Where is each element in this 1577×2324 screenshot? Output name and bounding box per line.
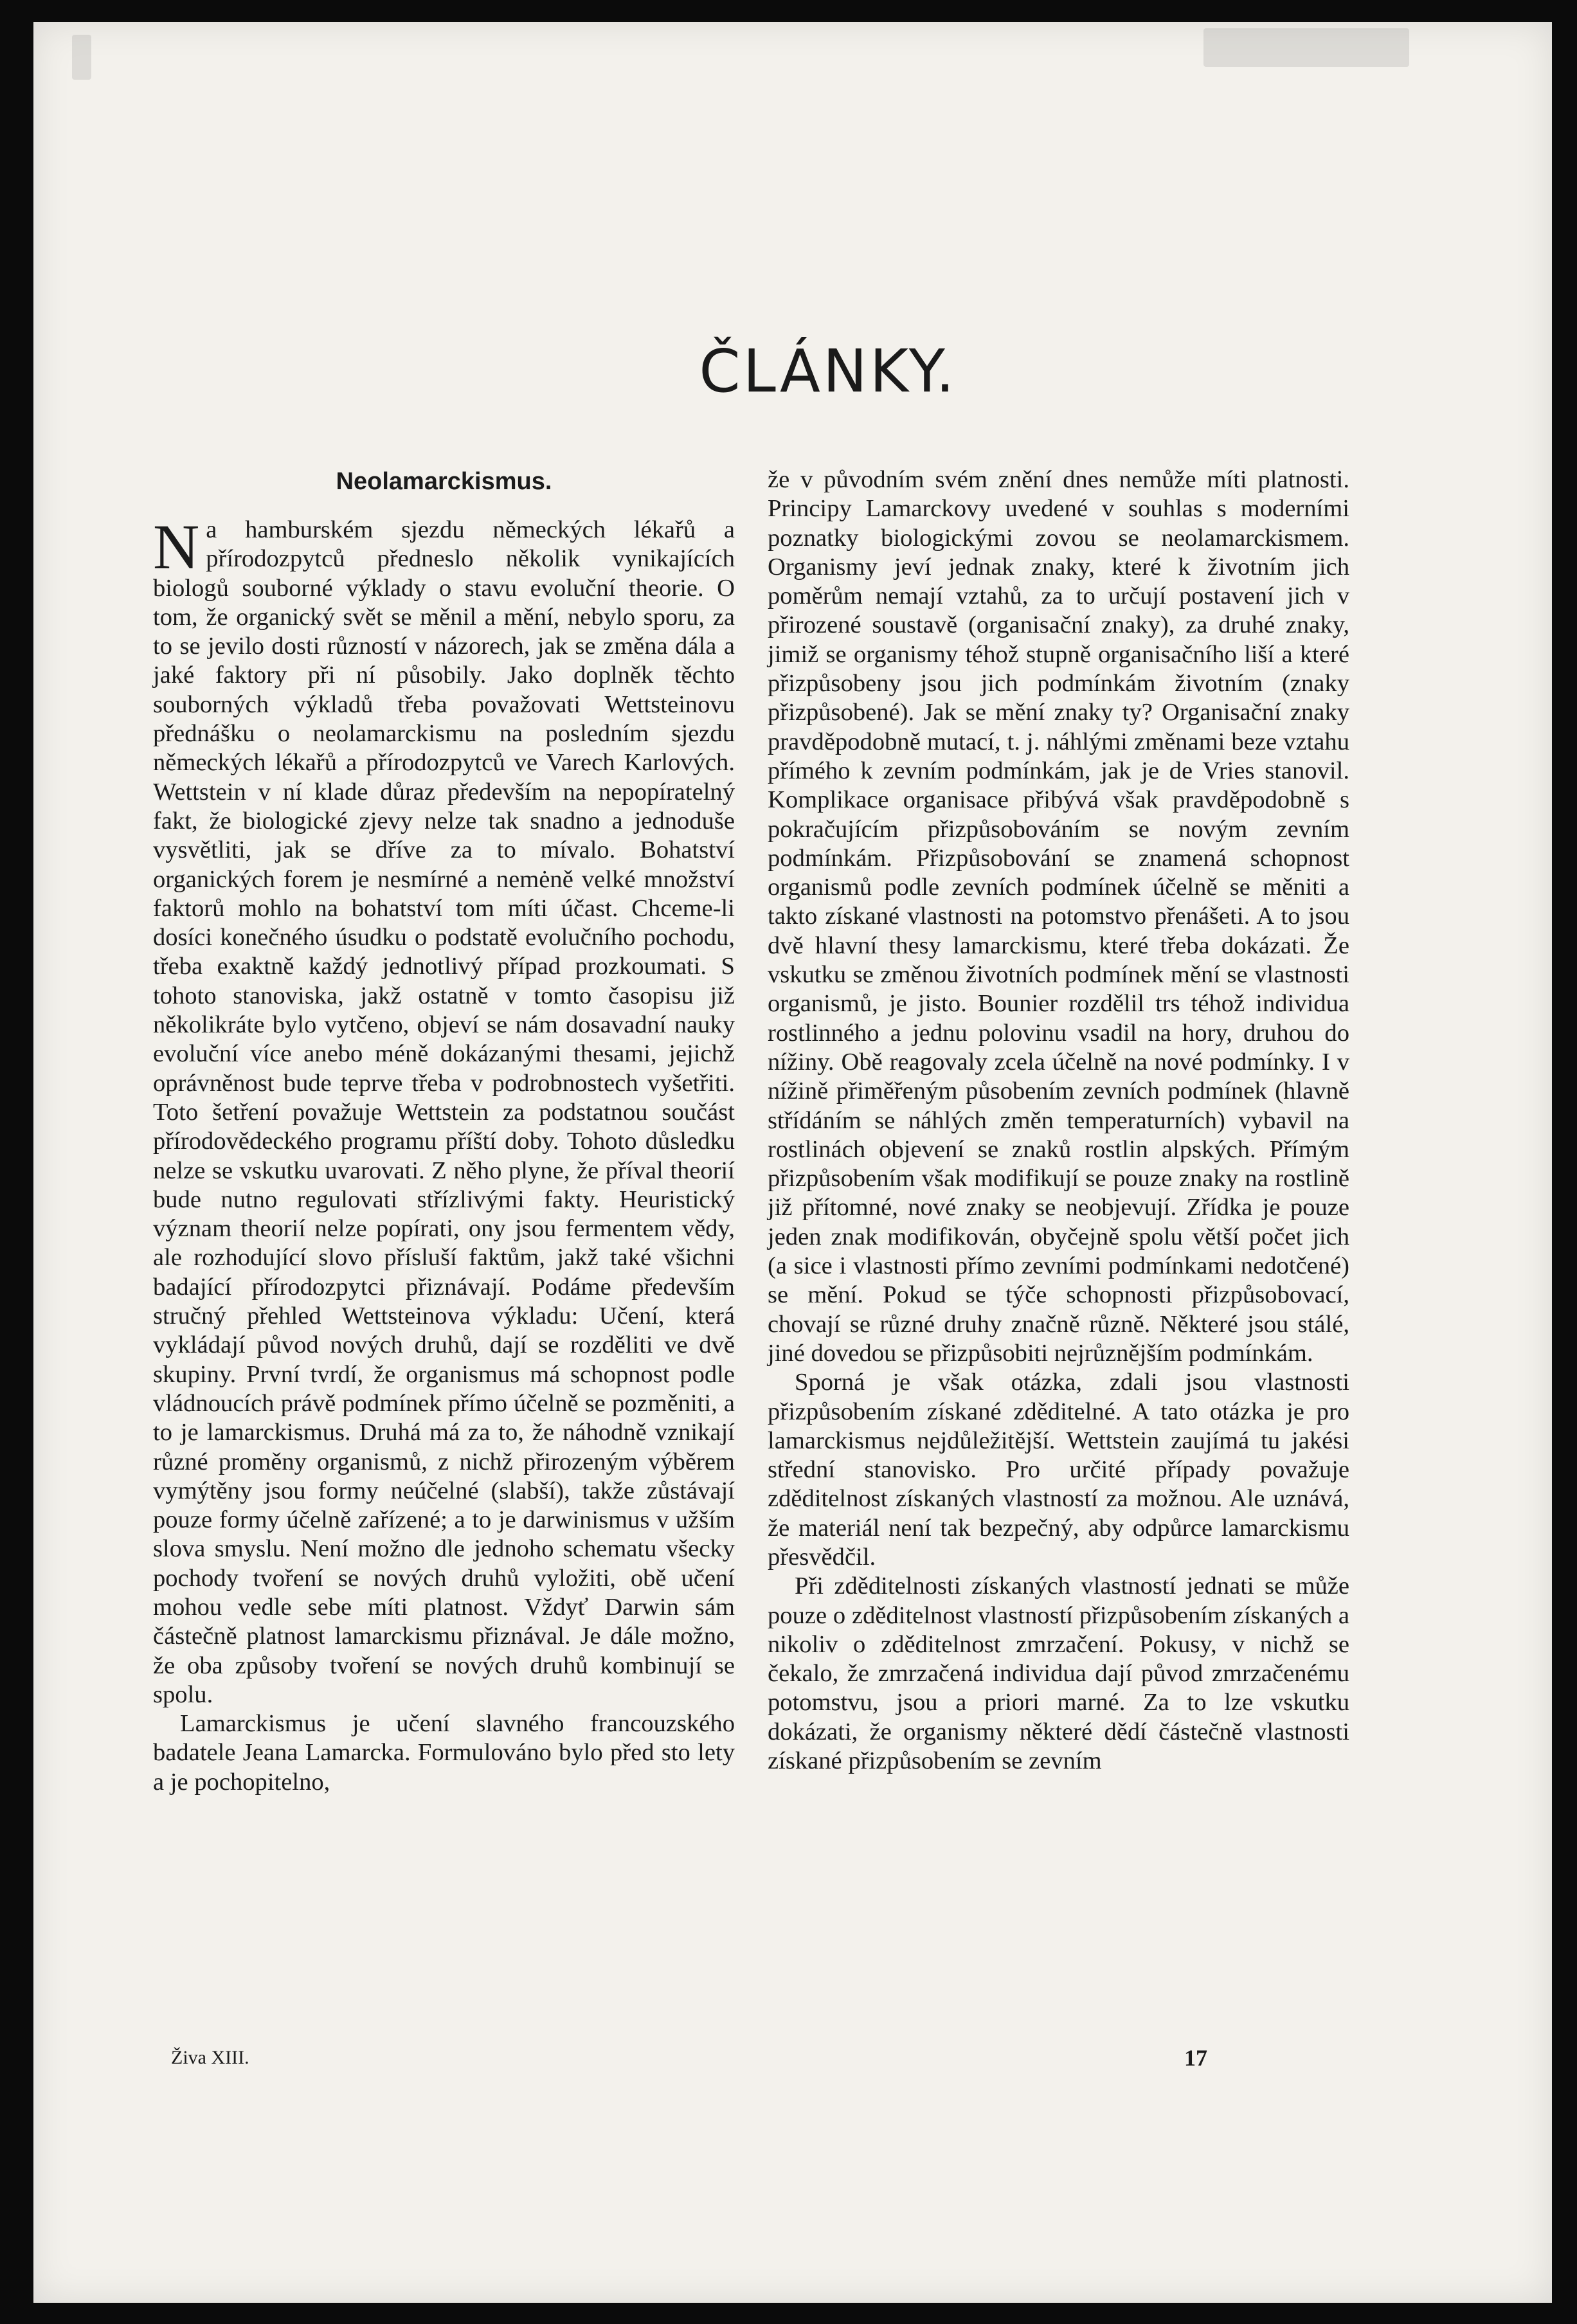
paragraph-1 — [153, 511, 735, 1709]
page-number: 17 — [1184, 2045, 1207, 2071]
article-title: Neolamarckismus. — [336, 468, 552, 495]
drop-cap: N — [153, 511, 200, 582]
paragraph-2: Lamarckismus je učení slavného francouzského badatele Jeana Lamarcka. Formulováno bylo před sto lety a je pochopitelno, — [153, 1710, 735, 1796]
section-title: ČLÁNKY. — [699, 337, 957, 406]
paragraph-4: Sporná je však otázka, zdali jsou vlastnosti přizpůsobením získané zděditelné. A tato otázka je pro lamarckismus nejdůležitější. Wettstein zaujímá tu jakési střední stanovisko. Pro určité případy považuje zděditelnost získaných vlastností za možnou. Ale uznává, že materiál není tak bezpečný, aby odpůrce lamarckismu přesvědčil. — [768, 1369, 1349, 1571]
scanned-page — [33, 22, 1552, 2303]
scan-smudge-top — [1203, 28, 1409, 67]
paragraph-1-text: a hamburském sjezdu německých lékařů a přírodozpytců předneslo několik vynikajících biologů souborné výklady o stavu evoluční theorie. O tom, že organický svět se měnil a mění, nebylo sporu, za to se jevilo dosti růzností v názorech, jak se změna dála a jaké faktory při ní působily. Jako doplněk těchto souborných výkladů třeba považovati Wettsteinovu přednášku o neolamarckismu na posledním sjezdu německých lékařů a přírodozpytců ve Varech Karlových. Wettstein v ní klade důraz především na nepopíratelný fakt, že biologické zjevy nelze tak snadno a jednoduše vysvětliti, jak se dříve za to mívalo. Bohatství organických forem je nesmírné a nemėně velké množství faktorů mohlo na bohatství tom míti účast. Chceme-li dosíci konečného úsudku o podstatě evolučního pochodu, třeba exaktně každý jednotlivý případ prozkoumati. S tohoto stanoviska, jakž ostatně v tomto časopisu již několikráte bylo vytčeno, objeví se nám dosavadní nauky evoluční více anebo méně dokázanými thesami, jejichž oprávněnost bude teprve třeba v podrobnostech vyšetřiti. Toto šetření považuje Wettstein za podstatnou součást přírodovědeckého programu příští doby. Tohoto důsledku nelze se vskutku uvarovati. Z něho plyne, že příval theorií bude nutno regulovati střízlivými fakty. Heuristický význam theorií nelze popírati, ony jsou fermentem vědy, ale rozhodující slovo přísluší faktům, jakž také všichni badající přírodozpytci přiznávají. Podáme především stručný přehled Wettsteinova výkladu: Učení, která vykládají původ nových druhů, dají se rozděliti ve dvě skupiny. První tvrdí, že organismus má schopnost podle vládnoucích právě podmínek přímo účelně se pozměniti, a to je lamarckismus. Druhá má za to, že náhodně vznikají různé proměny organismů, z nichž přirozeným výběrem vymýtěny jsou formy neúčelné (slabší), takže zůstávají pouze formy účelně zařízené; a to je darwinismus v užším slova smyslu. Není možno dle jednoho schematu všecky pochody tvoření se nových druhů vyložiti, obě učení mohou vedle sebe míti platnost. Vždyť Darwin sám částečně platnost lamarckismu přiznával. Je dále možno, že oba způsoby tvoření se nových druhů kombinují se spolu. — [153, 516, 735, 1708]
scan-smudge-left — [72, 35, 91, 80]
paragraph-5: Při zděditelnosti získaných vlastností jednati se může pouze o zděditelnost vlastností přizpůsobením získaných a nikoliv o zděditelnost zmrzačení. Pokusy, v nichž se čekalo, že zmrzačená individua dají původ zmrzačenému potomstvu, jsou a priori marné. Za to lze vskutku dokázati, že organismy některé dědí částečně vlastnosti získané přizpůsobením se zevním — [768, 1572, 1349, 1775]
right-column — [768, 465, 1349, 1776]
left-column — [153, 465, 735, 1797]
journal-footer: Živa XIII. — [171, 2047, 249, 2068]
paragraph-3: že v původním svém znění dnes nemůže míti platnosti. Principy Lamarckovy uvedené v souhlas s moderními poznatky biologickými zovou se neolamarckismem. Organismy jeví jednak znaky, které k životním jich poměrům nemají vztahů, za to určují postavení jich v přirozené soustavě (organisační znaky), za druhé znaky, jimiž se organismy téhož stupně organisačního liší a které přizpůsobeny jsou jich podmínkám životním (znaky přizpůsobené). Jak se mění znaky ty? Organisační znaky pravděpodobně mutací, t. j. náhlými změnami beze vztahu přímého k zevním podmínkám, jak je de Vries stanovil. Komplikace organisace přibývá však pravděpodobně s pokračujícím přizpůsobováním se novým zevním podmínkám. Přizpůsobování se znamená schopnost organismů podle zevních podmínek účelně se měniti a takto získané vlastnosti na potomstvo přenášeti. A to jsou dvě hlavní thesy lamarckismu, které třeba dokázati. Že vskutku se změnou životních podmínek mění se vlastnosti organismů, je jisto. Bounier rozdělil trs téhož individua rostlinného a jednu polovinu vsadil na hory, druhou do nížiny. Obě reagovaly zcela účelně na nové podmínky. I v nížině přiměřeným působením zevních podmínek (hlavně střídáním se náhlých změn temperaturních) vybavil na rostlinách objevení se znaků rostlin alpských. Přímým přizpůsobením však modifikují se pouze znaky na rostlině již přítomné, nové znaky se neobjevují. Zřídka je pouze jeden znak modifikován, obyčejně spolu větší počet jich (a sice i vlastnosti přímo zevními podmínkami nedotčené) se mění. Pokud se týče schopnosti přizpůsobovací, chovají se různé druhy značně různě. Některé jsou stálé, jiné dovedou se přizpůsobiti nejrůznějším podmínkám. — [768, 466, 1349, 1367]
